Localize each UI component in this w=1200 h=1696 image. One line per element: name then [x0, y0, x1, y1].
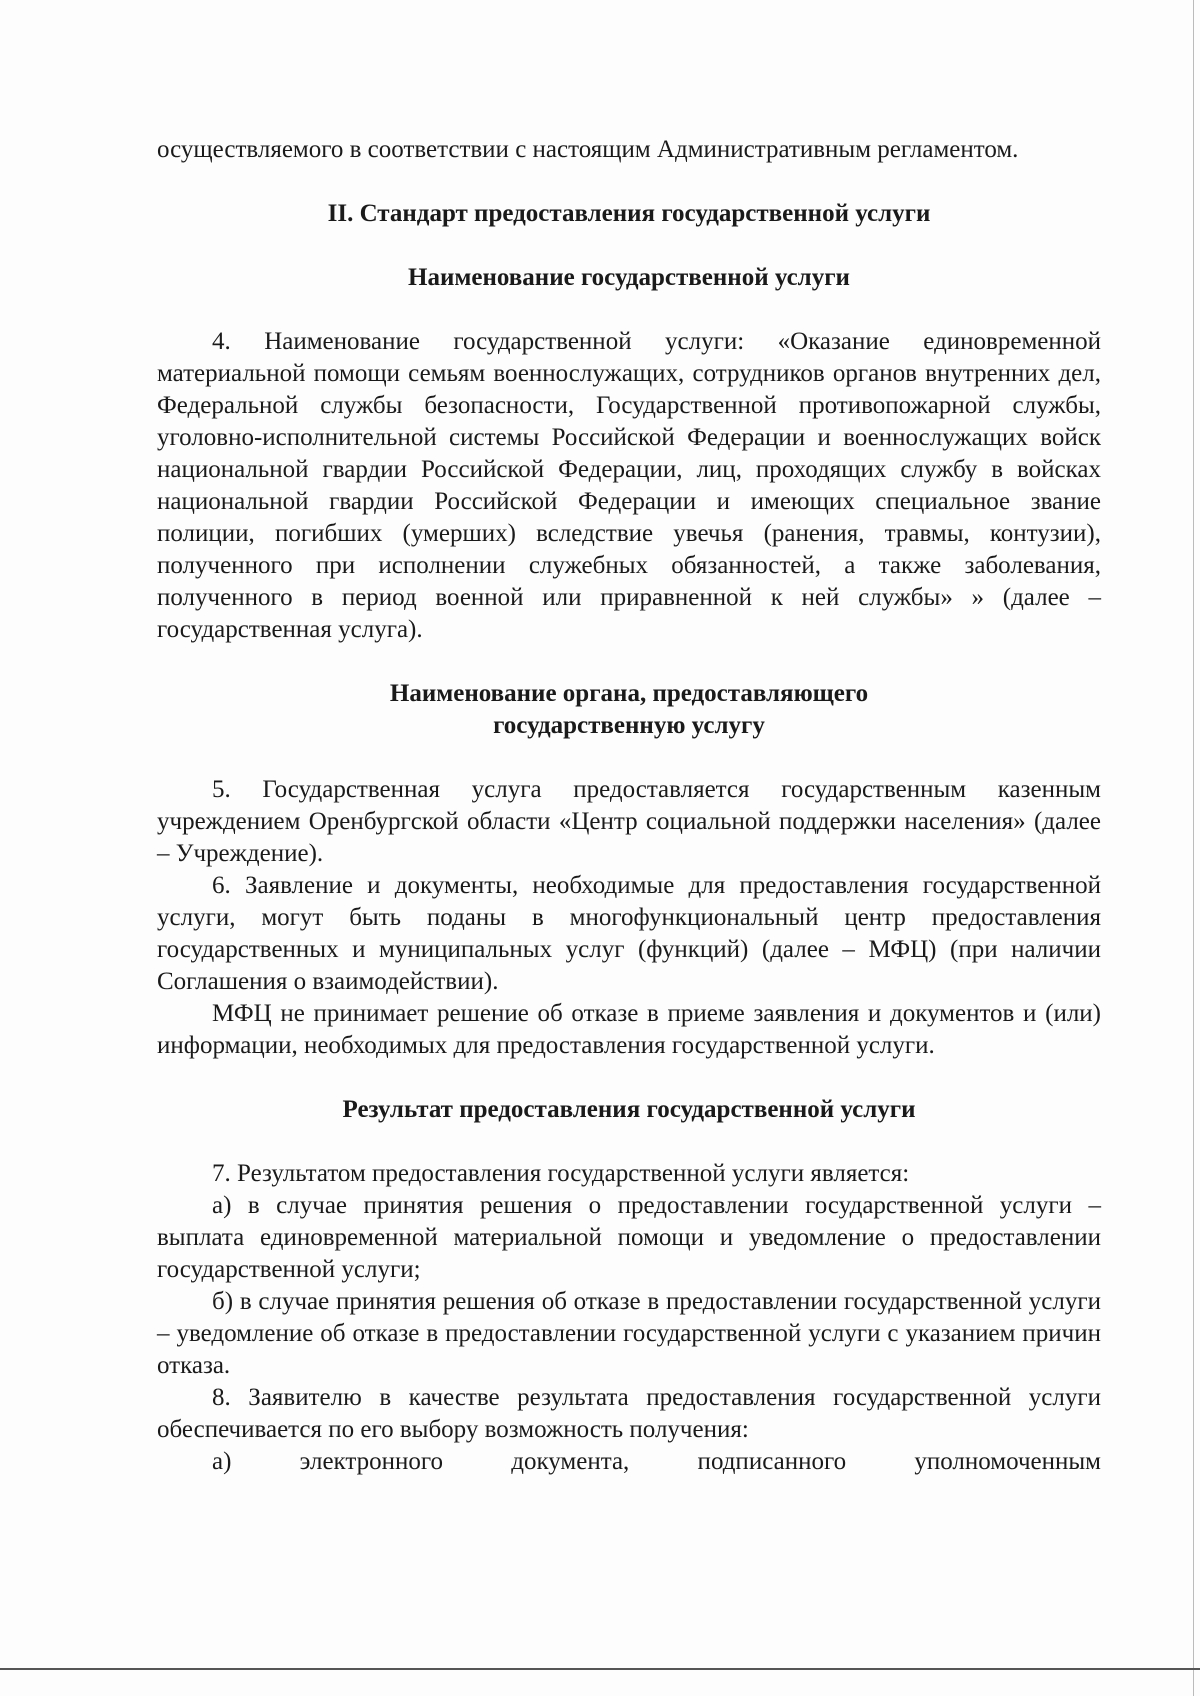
- paragraph-mfc: МФЦ не принимает решение об отказе в приеме заявления и документов и (или) информации, необходимых для предоставления государственной услуги.: [157, 1000, 1101, 1059]
- paragraph-4: 4. Наименование государственной услуги: «Оказание единовременной материальной помощи семьям военнослужащих, сотрудников органов внутренних дел, Федеральной службы безопасности, Государственной противопожарной службы, уголовно-исполнительной системы Российской Федерации и военнослужащих войск национальной гвардии Российской Федерации, лиц, проходящих службу в войсках национальной гвардии Российской Федерации и имеющих специальное звание полиции, погибших (умерших) вследствие увечья (ранения, травмы, контузии), полученного при исполнении служебных обязанностей, а также заболевания, полученного в период военной или приравненной к ней службы» » (далее – государственная услуга).: [157, 328, 1101, 643]
- heading-service-name: Наименование государственной услуги: [408, 264, 850, 291]
- paragraph-7a: а) в случае принятия решения о предоставлении государственной услуги – выплата единовременной материальной помощи и уведомление о предоставлении государственной услуги;: [157, 1192, 1101, 1283]
- paragraph-5: 5. Государственная услуга предоставляется государственным казенным учреждением Оренбургской области «Центр социальной поддержки населения» (далее – Учреждение).: [157, 776, 1101, 867]
- scan-edge-bottom: [0, 1668, 1200, 1670]
- document-body: [157, 134, 1101, 1478]
- heading-authority-line1: Наименование органа, предоставляющего: [389, 680, 869, 707]
- paragraph-8: 8. Заявителю в качестве результата предоставления государственной услуги обеспечивается по его выбору возможность получения:: [157, 1384, 1101, 1443]
- intro-paragraph: осуществляемого в соответствии с настоящим Административным регламентом.: [157, 136, 1019, 163]
- paragraph-8a: а) электронного документа, подписанного уполномоченным: [212, 1448, 1101, 1475]
- scan-edge-right: [1193, 0, 1194, 1696]
- heading-result: Результат предоставления государственной услуги: [342, 1096, 916, 1123]
- paragraph-7b: б) в случае принятия решения об отказе в предоставлении государственной услуги – уведомление об отказе в предоставлении государственной услуги с указанием причин отказа.: [157, 1288, 1101, 1379]
- paragraph-7: 7. Результатом предоставления государственной услуги является:: [212, 1160, 910, 1187]
- heading-authority-line2: государственную услугу: [493, 712, 765, 739]
- paragraph-6: 6. Заявление и документы, необходимые для предоставления государственной услуги, могут быть поданы в многофункциональный центр предоставления государственных и муниципальных услуг (функций) (далее – МФЦ) (при наличии Соглашения о взаимодействии).: [157, 872, 1101, 995]
- section-title: II. Стандарт предоставления государственной услуги: [327, 200, 931, 227]
